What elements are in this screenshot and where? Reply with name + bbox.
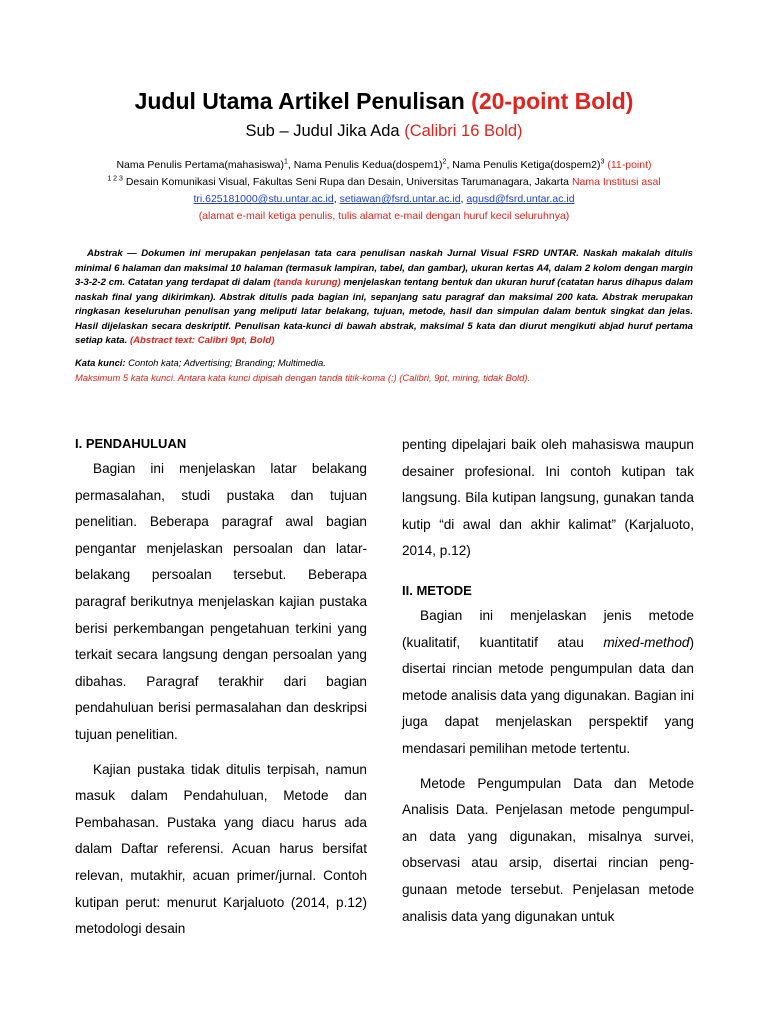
abstract-highlight: (tanda kurung) bbox=[273, 277, 341, 288]
body-paragraph: Kajian pustaka tidak ditulis terpisah, namun masuk dalam Pendahuluan, Metode dan Pembahasan. Pustaka yang diacu harus ada dalam Daftar referensi. Acuan harus bersifat relevan, mutakhir, acuan primer/jurnal. Contoh kutipan perut: menurut Karjaluoto (2014, p.12) metodologi desain bbox=[75, 761, 367, 937]
subtitle-format-note: (Calibri 16 Bold) bbox=[404, 122, 523, 140]
body-paragraph bbox=[402, 603, 694, 763]
abstract bbox=[75, 247, 693, 349]
keywords-format-note: Maksimum 5 kata kunci. Antara kata kunci dipisah dengan tanda titik-koma (;) (Calibri, 9pt, miring, tidak Bold). bbox=[75, 371, 531, 383]
body-paragraph: penting dipelajari baik oleh mahasiswa maupun desainer profesional. Ini contoh kutipan tak langsung. Bila kutipan langsung, gunakan tanda kutip “di awal dan akhir kalimat” (Karjaluoto, 2014, p.12) bbox=[402, 437, 694, 559]
author-second: , Nama Penulis Kedua(dospem1) bbox=[287, 159, 443, 171]
author-format-note: (11-point) bbox=[607, 159, 652, 171]
affiliation-sup: 1 2 3 bbox=[107, 175, 123, 183]
author-first: Nama Penulis Pertama(mahasiswa) bbox=[116, 159, 284, 171]
body-paragraph: Metode Pengumpulan Data dan Metode Analisis Data. Penjelasan metode pengumpul-an data yang digunakan, misalnya survei, observasi atau arsip, disertai rincian peng-gunaan metode tersebut. Penjelasan metode analisis data yang digunakan untuk bbox=[402, 775, 694, 924]
author-sup-3: 3 bbox=[600, 158, 605, 166]
affiliation-note: Nama Institusi asal bbox=[571, 176, 661, 188]
title-format-note: (20-point Bold) bbox=[471, 88, 634, 114]
email-link-2[interactable]: setiawan@fsrd.untar.ac.id bbox=[339, 193, 461, 205]
author-third: , Nama Penulis Ketiga(dospem2) bbox=[446, 159, 601, 171]
metode-text-2: ) disertai rincian metode pengumpulan data dan metode analisis data yang digunakan. Bagian ini juga dapat menjelaskan perspektif yang mendasari pemilihan metode tertentu. bbox=[402, 634, 694, 756]
title-text: Judul Utama Artikel Penulisan bbox=[134, 88, 465, 114]
left-column bbox=[75, 432, 367, 943]
author-sup-1: 1 bbox=[283, 158, 288, 166]
author-sup-2: 2 bbox=[442, 158, 447, 166]
email-format-note: (alamat e-mail ketiga penulis, tulis alamat e-mail dengan huruf kecil seluruhnya) bbox=[198, 210, 570, 222]
email-list bbox=[0, 191, 768, 208]
author-names bbox=[0, 157, 768, 174]
section-heading-pendahuluan: I. PENDAHULUAN bbox=[75, 436, 187, 451]
right-column bbox=[402, 432, 694, 930]
paper-subtitle bbox=[0, 122, 768, 141]
affiliation-text: Desain Komunikasi Visual, Fakultas Seni Rupa dan Desain, Universitas Tarumanagara, Jakarta bbox=[125, 176, 570, 188]
affiliation bbox=[0, 174, 768, 191]
abstract-text-1: Abstrak — Dokumen ini merupakan penjelasan tata cara penulisan naskah Jurnal Visual FSRD UNTAR. Naskah makalah ditulis minimal 6 halaman dan maksimal 10 halaman (termasuk lampiran, tabel, dan gambar), ukuran kertas A4, dalam 2 kolom dengan margin 3-3-2-2 cm. Catatan yang terdapat di dalam bbox=[75, 248, 693, 288]
email-link-1[interactable]: tri.625181000@stu.untar.ac.id bbox=[193, 193, 334, 205]
paper-title bbox=[0, 88, 768, 115]
email-separator: , bbox=[460, 193, 467, 205]
abstract-format-note: (Abstract text: Calibri 9pt, Bold) bbox=[129, 335, 275, 346]
metode-text-1: Bagian ini menjelaskan jenis metode (kualitatif, kuantitatif atau bbox=[402, 607, 694, 650]
body-paragraph: Bagian ini menjelaskan latar belakang permasalahan, studi pustaka dan tujuan penelitian. Beberapa paragraf awal bagian pengantar menjelaskan persoalan dan latar-belakang persoalan tersebut. Beberapa paragraf berikutnya menjelaskan kajian pustaka berisi perkembangan pengetahuan terkini yang terkait secara langsung dengan persoalan yang dibahas. Paragraf terakhir dari bagian pendahuluan berisi permasalahan dan deskripsi tujuan penelitian. bbox=[75, 461, 367, 742]
author-block bbox=[0, 157, 768, 225]
abstract-text-2: menjelaskan tentang bentuk dan ukuran huruf (catatan harus dihapus dalam naskah final yang dikirimkan). Abstrak ditulis pada bagian ini, sepanjang satu paragraf dan maksimal 200 kata. Abstrak merupakan ringkasan keseluruhan penulisan yang meliputi latar belakang, tujuan, metode, hasil dan simpulan dalam bentuk singkat dan jelas. Hasil dijelaskan secara deskriptif. Penulisan kata-kunci di bawah abstrak, maksimal 5 kata dan diurut mengikuti abjad huruf pertama setiap kata. bbox=[75, 277, 694, 346]
keywords-label: Kata kunci: bbox=[75, 357, 126, 368]
metode-emphasis: mixed-method bbox=[603, 634, 690, 650]
keywords-text: Contoh kata; Advertising; Branding; Multimedia. bbox=[125, 357, 326, 368]
keywords-block bbox=[75, 356, 693, 385]
email-link-3[interactable]: agusd@fsrd.untar.ac.id bbox=[466, 193, 575, 205]
subtitle-text: Sub – Judul Jika Ada bbox=[245, 122, 400, 140]
email-separator: , bbox=[333, 193, 340, 205]
section-heading-metode: II. METODE bbox=[402, 582, 472, 598]
